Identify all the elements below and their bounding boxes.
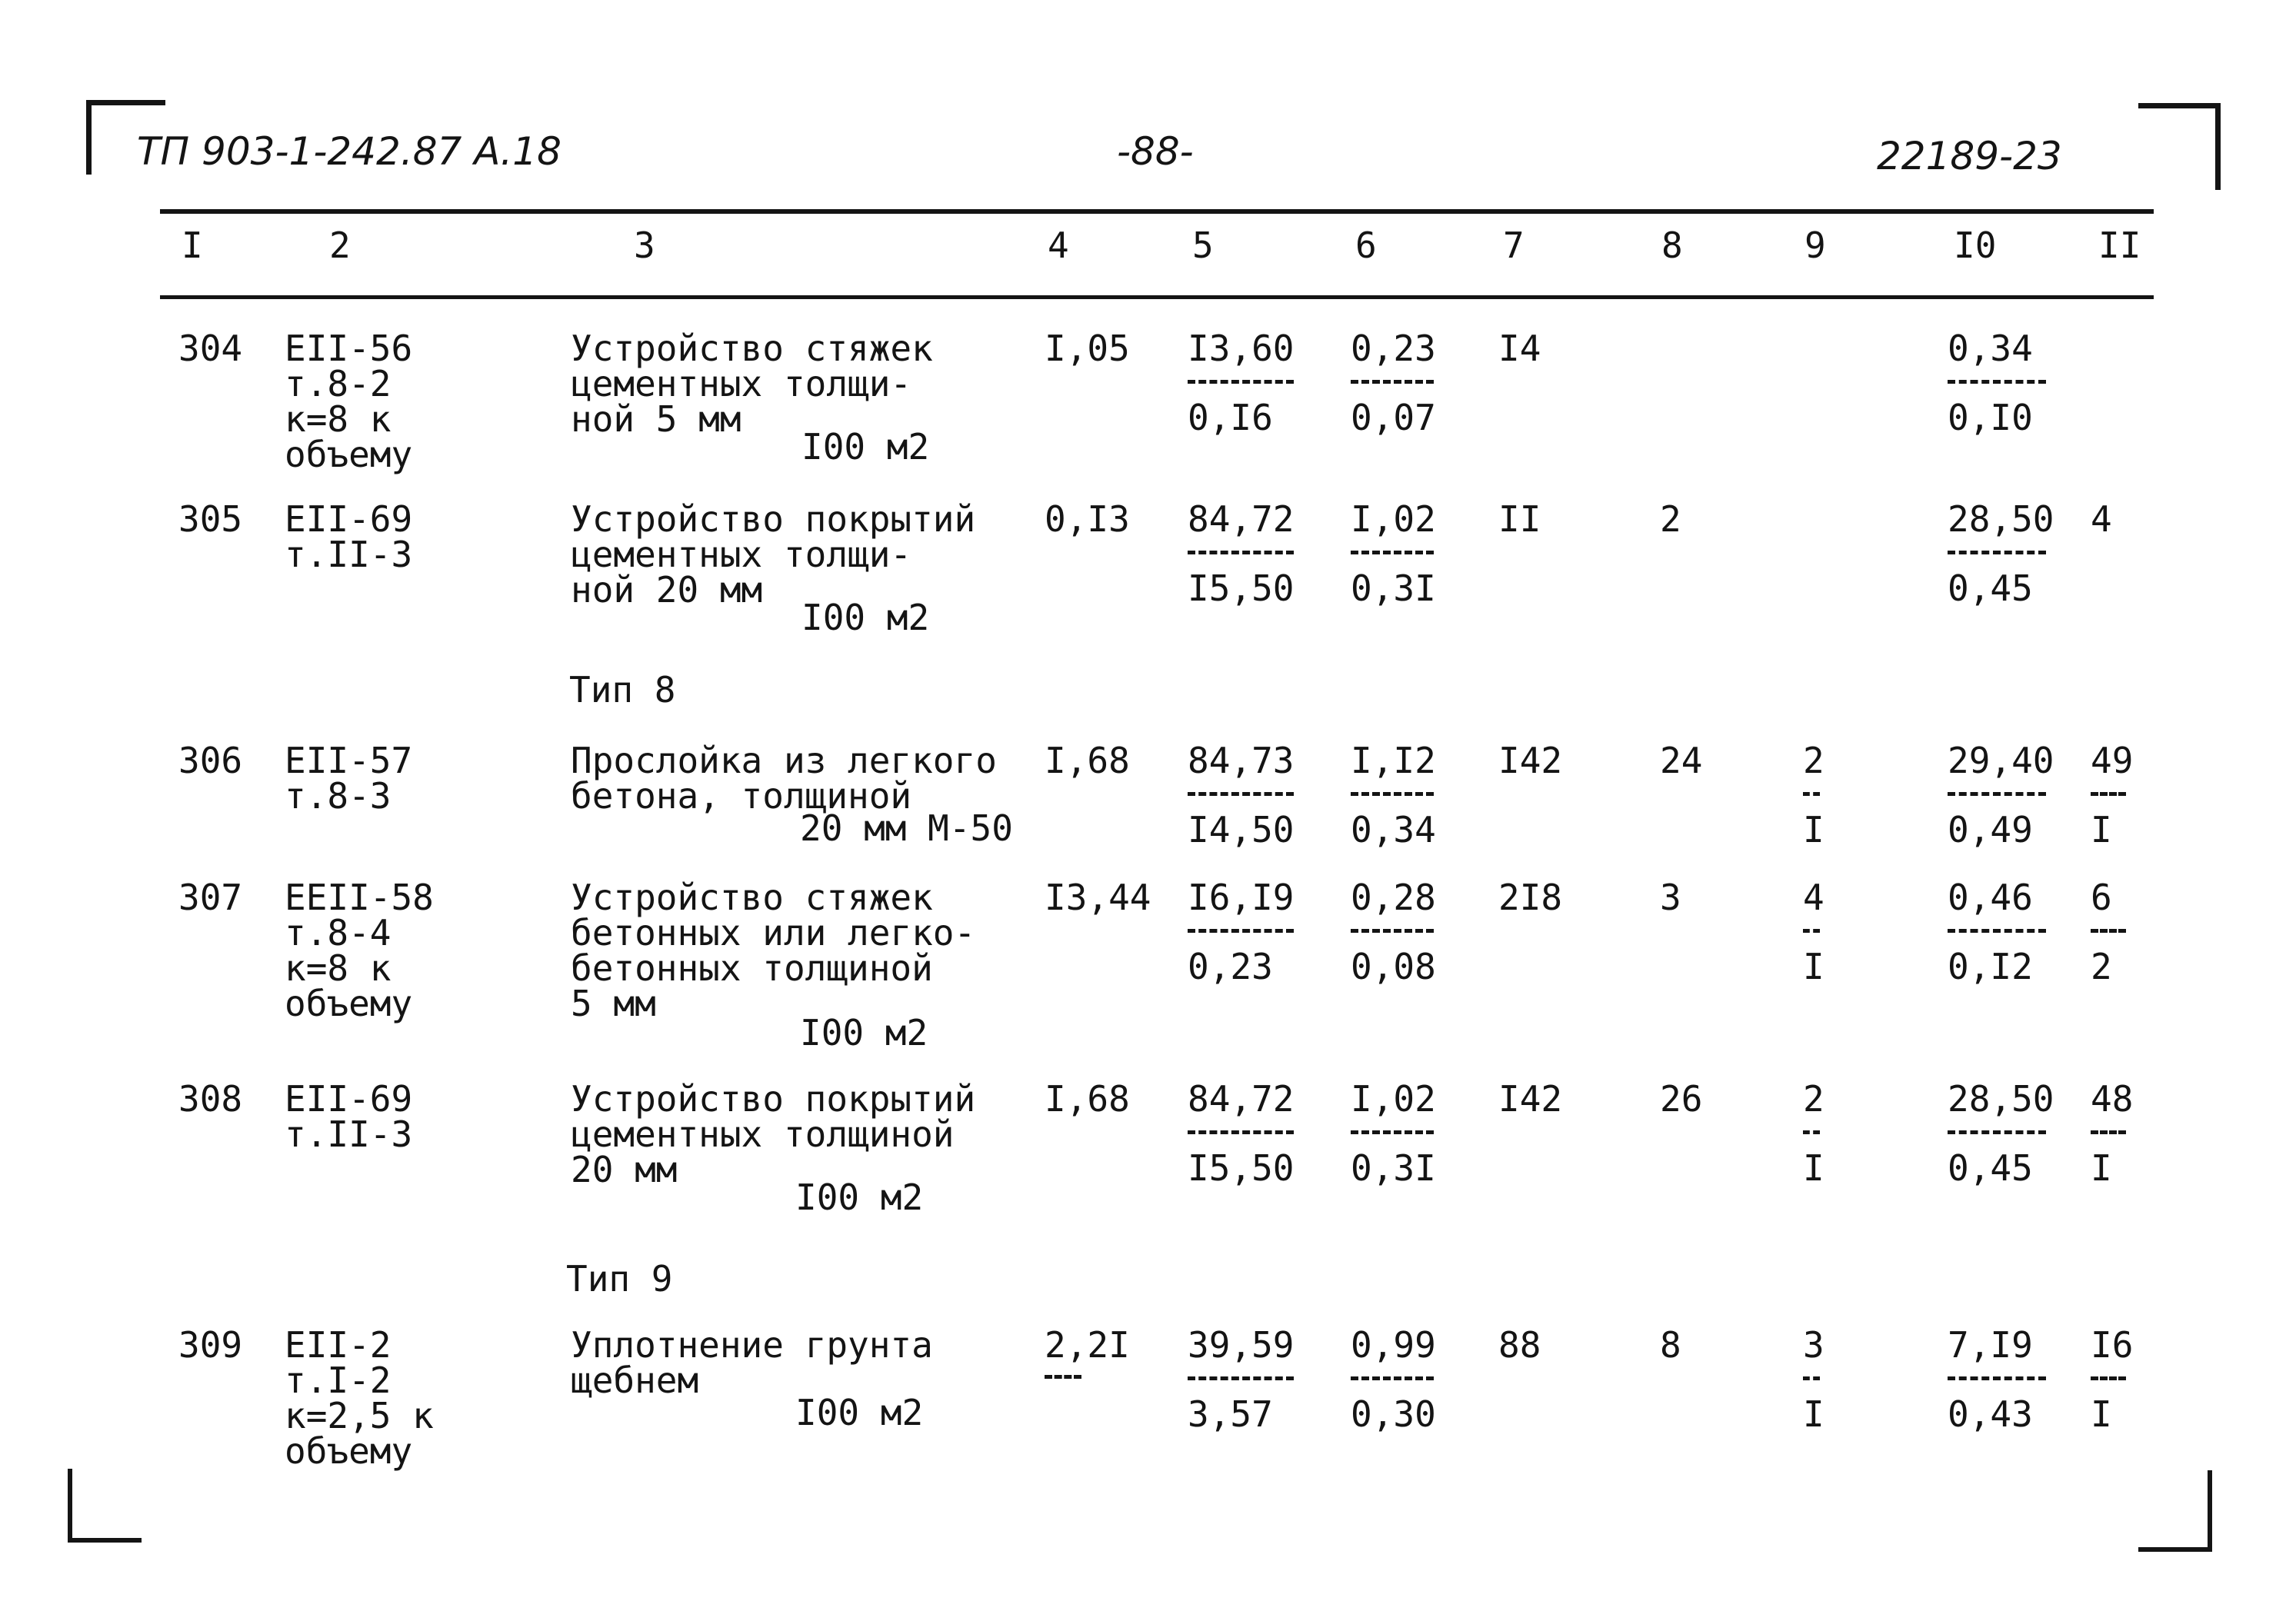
work-description-line: Уплотнение грунта <box>571 1324 933 1366</box>
unit-cost-divider <box>1188 792 1294 796</box>
total-cost-numerator: 0,46 <box>1948 877 2033 918</box>
column11-value-divider <box>2091 1130 2126 1134</box>
norm-code-line: ЕII-69 <box>285 1078 413 1120</box>
column9-value-denominator: I <box>1803 946 1824 987</box>
total-cost-denominator: 0,I2 <box>1948 946 2033 987</box>
work-description-line: Устройство стяжек <box>571 877 933 918</box>
table-header-rule <box>160 295 2154 299</box>
column11-value-denominator: I <box>2091 1393 2112 1435</box>
total-cost-divider <box>1948 929 2046 933</box>
wage-cost-numerator: I,02 <box>1351 498 1436 540</box>
unit-cost-numerator: 84,72 <box>1188 498 1295 540</box>
column11-value-denominator: I <box>2091 1147 2112 1189</box>
wage-cost-numerator: I,02 <box>1351 1078 1436 1120</box>
wage-cost-denominator: 0,34 <box>1351 809 1436 850</box>
norm-code-line: т.II-3 <box>285 1113 413 1155</box>
column7-value: I4 <box>1498 328 1541 369</box>
section-heading-type8: Тип 8 <box>569 669 676 711</box>
norm-code-line: к=2,5 к <box>285 1395 434 1436</box>
work-description-line: Прослойка из легкого <box>571 740 997 781</box>
col-header: II <box>2098 225 2141 266</box>
column9-value-divider <box>1803 792 1820 796</box>
wage-cost-denominator: 0,07 <box>1351 397 1436 438</box>
table-top-rule <box>160 209 2154 214</box>
column7-value: 2I8 <box>1498 877 1563 918</box>
frame-corner-bottom-left <box>68 1469 142 1543</box>
column11-value-numerator: 6 <box>2091 877 2112 918</box>
row-number: 305 <box>178 498 243 540</box>
work-description-line: бетона, толщиной <box>571 775 912 817</box>
column11-value-divider <box>2091 929 2126 933</box>
measure-unit: I00 м2 <box>801 597 930 638</box>
col-header: 2 <box>329 225 351 266</box>
column11-value-divider <box>2091 1376 2126 1380</box>
total-cost-numerator: 28,50 <box>1948 498 2054 540</box>
norm-code-line: объему <box>285 983 413 1024</box>
wage-cost-divider <box>1351 1376 1434 1380</box>
total-cost-numerator: 0,34 <box>1948 328 2033 369</box>
unit-cost-denominator: 0,23 <box>1188 946 1273 987</box>
total-cost-numerator: 28,50 <box>1948 1078 2054 1120</box>
unit-cost-divider <box>1188 1376 1294 1380</box>
column9-value-divider <box>1803 929 1820 933</box>
unit-cost-divider <box>1188 380 1294 384</box>
total-cost-denominator: 0,49 <box>1948 809 2033 850</box>
column8-value: 24 <box>1660 740 1703 781</box>
column9-value-numerator: 4 <box>1803 877 1824 918</box>
col-header: 5 <box>1192 225 1214 266</box>
row-number: 306 <box>178 740 243 781</box>
norm-code-line: объему <box>285 434 413 475</box>
section-heading-type9: Тип 9 <box>566 1258 673 1300</box>
work-description-line: Устройство покрытий <box>571 498 976 540</box>
col-header: I <box>182 225 203 266</box>
total-cost-denominator: 0,43 <box>1948 1393 2033 1435</box>
total-cost-numerator: 29,40 <box>1948 740 2054 781</box>
wage-cost-divider <box>1351 929 1434 933</box>
wage-cost-denominator: 0,3I <box>1351 1147 1436 1189</box>
column9-value-divider <box>1803 1376 1820 1380</box>
work-description-line: 5 мм <box>571 983 656 1024</box>
frame-corner-bottom-right <box>2138 1470 2212 1552</box>
unit-cost-denominator: I5,50 <box>1188 568 1295 609</box>
unit-cost-divider <box>1188 551 1294 554</box>
column11-value-numerator: 48 <box>2091 1078 2134 1120</box>
total-cost-denominator: 0,45 <box>1948 1147 2033 1189</box>
row-number: 309 <box>178 1324 243 1366</box>
unit-cost-denominator: I4,50 <box>1188 809 1295 850</box>
work-description-line: Устройство стяжек <box>571 328 933 369</box>
total-cost-divider <box>1948 1376 2046 1380</box>
col-header: 9 <box>1804 225 1826 266</box>
col-header: 7 <box>1503 225 1525 266</box>
unit-cost-numerator: 84,72 <box>1188 1078 1295 1120</box>
wage-cost-numerator: 0,99 <box>1351 1324 1436 1366</box>
total-cost-denominator: 0,I0 <box>1948 397 2033 438</box>
column11-value-numerator: I6 <box>2091 1324 2134 1366</box>
unit-cost-divider <box>1188 1130 1294 1134</box>
col-header: 8 <box>1661 225 1683 266</box>
work-description-line: щебнем <box>571 1360 699 1401</box>
work-description-line: 20 мм <box>571 1149 678 1190</box>
quantity-value: I,05 <box>1045 328 1130 369</box>
total-cost-divider <box>1948 551 2046 554</box>
col-header: 3 <box>634 225 655 266</box>
wage-cost-denominator: 0,08 <box>1351 946 1436 987</box>
wage-cost-numerator: 0,28 <box>1351 877 1436 918</box>
total-cost-numerator: 7,I9 <box>1948 1324 2033 1366</box>
column11-value-numerator: 49 <box>2091 740 2134 781</box>
unit-cost-divider <box>1188 929 1294 933</box>
wage-cost-divider <box>1351 551 1434 554</box>
unit-cost-numerator: 84,73 <box>1188 740 1295 781</box>
column7-value: I42 <box>1498 740 1563 781</box>
norm-code-line: ЕII-57 <box>285 740 413 781</box>
measure-unit: I00 м2 <box>800 1012 928 1053</box>
column9-value-numerator: 3 <box>1803 1324 1824 1366</box>
work-description-line: ной 5 мм <box>571 398 741 440</box>
column9-value-numerator: 2 <box>1803 740 1824 781</box>
total-cost-divider <box>1948 1130 2046 1134</box>
norm-code-line: объему <box>285 1430 413 1472</box>
norm-code-line: к=8 к <box>285 398 392 440</box>
col-header: 6 <box>1355 225 1377 266</box>
unit-cost-numerator: 39,59 <box>1188 1324 1295 1366</box>
work-description-line: бетонных толщиной <box>571 947 933 989</box>
work-description-line: цементных толщиной <box>571 1113 955 1155</box>
norm-code-line: ЕII-2 <box>285 1324 392 1366</box>
col-header: I0 <box>1954 225 1997 266</box>
document-number: 22189-23 <box>1877 134 2062 178</box>
column8-value: 3 <box>1660 877 1681 918</box>
norm-code-line: т.8-2 <box>285 363 392 404</box>
norm-code-line: т.8-4 <box>285 912 392 954</box>
column11-value-denominator: I <box>2091 809 2112 850</box>
unit-cost-numerator: I3,60 <box>1188 328 1295 369</box>
wage-cost-divider <box>1351 380 1434 384</box>
measure-unit: I00 м2 <box>795 1392 924 1433</box>
wage-cost-divider <box>1351 792 1434 796</box>
total-cost-divider <box>1948 380 2046 384</box>
work-description-line: цементных толщи- <box>571 363 912 404</box>
wage-cost-denominator: 0,3I <box>1351 568 1436 609</box>
column11-value-numerator: 4 <box>2091 498 2112 540</box>
work-description-line: бетонных или легко- <box>571 912 976 954</box>
quantity-value: I,68 <box>1045 1078 1130 1120</box>
document-code: ТП 903-1-242.87 А.18 <box>137 129 562 174</box>
quantity-value: I3,44 <box>1045 877 1151 918</box>
column9-value-denominator: I <box>1803 809 1824 850</box>
work-description-line: ной 20 мм <box>571 569 763 611</box>
measure-unit: 20 мм М-50 <box>800 807 1013 849</box>
measure-unit: I00 м2 <box>795 1177 924 1218</box>
page-number: -88- <box>1117 129 1194 174</box>
norm-code-line: к=8 к <box>285 947 392 989</box>
column7-value: I42 <box>1498 1078 1563 1120</box>
total-cost-denominator: 0,45 <box>1948 568 2033 609</box>
quantity-value: 2,2I <box>1045 1324 1130 1366</box>
column8-value: 2 <box>1660 498 1681 540</box>
column8-value: 26 <box>1660 1078 1703 1120</box>
total-cost-divider <box>1948 792 2046 796</box>
quantity-value: 0,I3 <box>1045 498 1130 540</box>
wage-cost-denominator: 0,30 <box>1351 1393 1436 1435</box>
unit-cost-denominator: 0,I6 <box>1188 397 1273 438</box>
column11-value-divider <box>2091 792 2126 796</box>
row-number: 304 <box>178 328 243 369</box>
quantity-underline <box>1045 1375 1081 1379</box>
quantity-value: I,68 <box>1045 740 1130 781</box>
wage-cost-numerator: I,I2 <box>1351 740 1436 781</box>
column7-value: 88 <box>1498 1324 1541 1366</box>
measure-unit: I00 м2 <box>801 426 930 468</box>
work-description-line: цементных толщи- <box>571 534 912 575</box>
unit-cost-numerator: I6,I9 <box>1188 877 1295 918</box>
norm-code-line: ЕII-69 <box>285 498 413 540</box>
norm-code-line: ЕЕII-58 <box>285 877 434 918</box>
col-header: 4 <box>1048 225 1069 266</box>
frame-corner-top-right <box>2138 103 2221 190</box>
wage-cost-divider <box>1351 1130 1434 1134</box>
row-number: 307 <box>178 877 243 918</box>
column9-value-denominator: I <box>1803 1393 1824 1435</box>
row-number: 308 <box>178 1078 243 1120</box>
norm-code-line: т.I-2 <box>285 1360 392 1401</box>
unit-cost-denominator: I5,50 <box>1188 1147 1295 1189</box>
column7-value: II <box>1498 498 1541 540</box>
unit-cost-denominator: 3,57 <box>1188 1393 1273 1435</box>
norm-code-line: т.8-3 <box>285 775 392 817</box>
column9-value-divider <box>1803 1130 1820 1134</box>
work-description-line: Устройство покрытий <box>571 1078 976 1120</box>
column11-value-denominator: 2 <box>2091 946 2112 987</box>
norm-code-line: ЕII-56 <box>285 328 413 369</box>
norm-code-line: т.II-3 <box>285 534 413 575</box>
column8-value: 8 <box>1660 1324 1681 1366</box>
column9-value-numerator: 2 <box>1803 1078 1824 1120</box>
column9-value-denominator: I <box>1803 1147 1824 1189</box>
wage-cost-numerator: 0,23 <box>1351 328 1436 369</box>
